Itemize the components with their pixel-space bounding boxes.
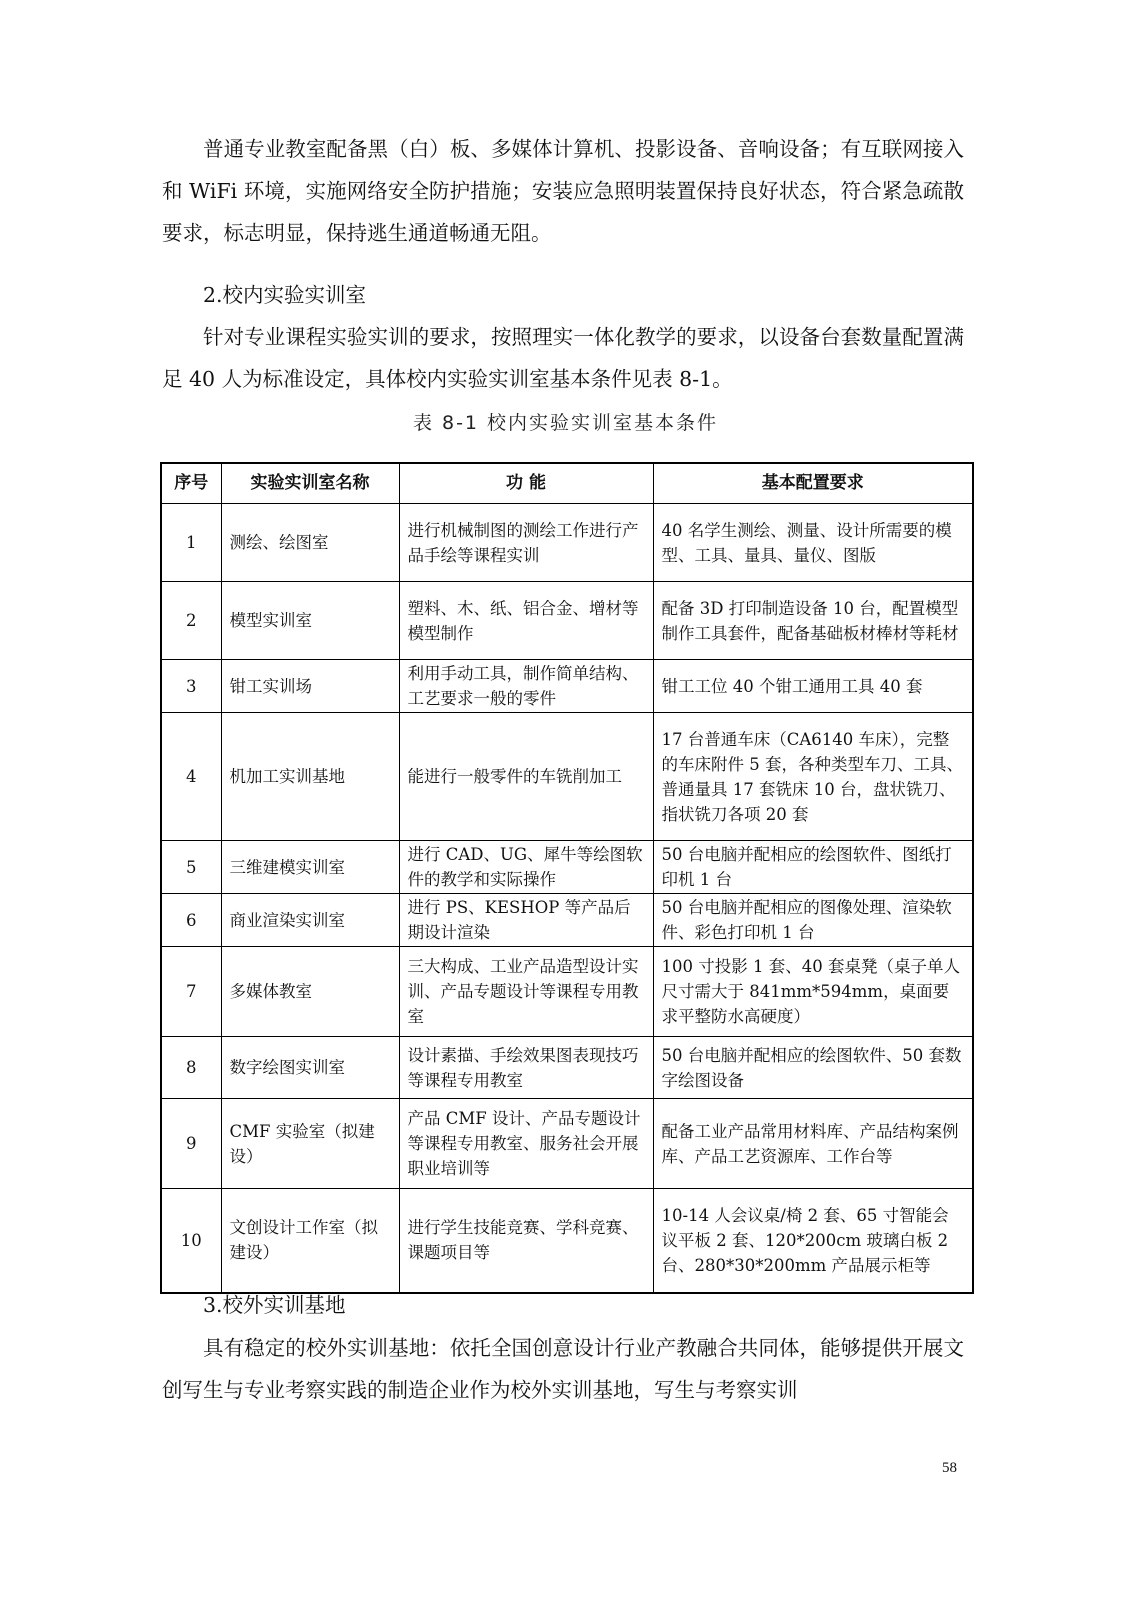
cell-function: 进行 PS、KESHOP 等产品后期设计渲染 bbox=[399, 894, 653, 947]
cell-no: 8 bbox=[161, 1037, 221, 1099]
table-row bbox=[161, 1189, 973, 1293]
header-name: 实验实训室名称 bbox=[221, 463, 399, 504]
table-header-row bbox=[161, 463, 973, 504]
page-number: 58 bbox=[942, 1460, 957, 1476]
cell-requirement: 10-14 人会议桌/椅 2 套、65 寸智能会议平板 2 套、120*200cm 玻璃白板 2 台、280*30*200mm 产品展示柜等 bbox=[653, 1189, 973, 1293]
cell-name: CMF 实验室（拟建设） bbox=[221, 1099, 399, 1189]
table-row bbox=[161, 894, 973, 947]
cell-name: 商业渲染实训室 bbox=[221, 894, 399, 947]
cell-requirement: 50 台电脑并配相应的图像处理、渲染软件、彩色打印机 1 台 bbox=[653, 894, 973, 947]
cell-function: 产品 CMF 设计、产品专题设计等课程专用教室、服务社会开展职业培训等 bbox=[399, 1099, 653, 1189]
cell-function: 三大构成、工业产品造型设计实训、产品专题设计等课程专用教室 bbox=[399, 947, 653, 1037]
cell-no: 4 bbox=[161, 713, 221, 841]
cell-no: 1 bbox=[161, 504, 221, 582]
cell-requirement: 17 台普通车床（CA6140 车床），完整的车床附件 5 套，各种类型车刀、工具、普通量具 17 套铣床 10 台，盘状铣刀、指状铣刀各项 20 套 bbox=[653, 713, 973, 841]
paragraph-offsite-base: 具有稳定的校外实训基地：依托全国创意设计行业产教融合共同体，能够提供开展文创写生与专业考察实践的制造企业作为校外实训基地，写生与考察实训 bbox=[162, 1336, 964, 1402]
cell-function: 利用手动工具，制作简单结构、工艺要求一般的零件 bbox=[399, 660, 653, 713]
cell-requirement: 50 台电脑并配相应的绘图软件、50 套数字绘图设备 bbox=[653, 1037, 973, 1099]
paragraph-classroom-equipment: 普通专业教室配备黑（白）板、多媒体计算机、投影设备、音响设备；有互联网接入和 WiFi 环境，实施网络安全防护措施；安装应急照明装置保持良好状态，符合紧急疏散要求，标志明显，保持逃生通道畅通无阻。 bbox=[162, 137, 964, 245]
table-row bbox=[161, 1099, 973, 1189]
cell-function: 能进行一般零件的车铣削加工 bbox=[399, 713, 653, 841]
cell-name: 钳工实训场 bbox=[221, 660, 399, 713]
cell-requirement: 钳工工位 40 个钳工通用工具 40 套 bbox=[653, 660, 973, 713]
cell-function: 进行学生技能竞赛、学科竞赛、课题项目等 bbox=[399, 1189, 653, 1293]
cell-name: 多媒体教室 bbox=[221, 947, 399, 1037]
cell-name: 测绘、绘图室 bbox=[221, 504, 399, 582]
cell-no: 6 bbox=[161, 894, 221, 947]
cell-requirement: 40 名学生测绘、测量、设计所需要的模型、工具、量具、量仪、图版 bbox=[653, 504, 973, 582]
paragraph-lab-rooms: 针对专业课程实验实训的要求，按照理实一体化教学的要求，以设备台套数量配置满足 40 人为标准设定，具体校内实验实训室基本条件见表 8-1。 bbox=[162, 325, 964, 391]
header-function: 功 能 bbox=[399, 463, 653, 504]
table-caption: 表 8-1 校内实验实训室基本条件 bbox=[412, 412, 719, 434]
table-row bbox=[161, 713, 973, 841]
table-row bbox=[161, 841, 973, 894]
cell-no: 7 bbox=[161, 947, 221, 1037]
cell-no: 5 bbox=[161, 841, 221, 894]
cell-no: 10 bbox=[161, 1189, 221, 1293]
table-row bbox=[161, 504, 973, 582]
cell-requirement: 100 寸投影 1 套、40 套桌凳（桌子单人尺寸需大于 841mm*594mm，桌面要求平整防水高硬度） bbox=[653, 947, 973, 1037]
heading-offsite-base: 3.校外实训基地 bbox=[203, 1293, 346, 1317]
cell-function: 塑料、木、纸、铝合金、增材等模型制作 bbox=[399, 582, 653, 660]
table-row bbox=[161, 582, 973, 660]
lab-conditions-table bbox=[160, 462, 974, 1294]
header-requirement: 基本配置要求 bbox=[653, 463, 973, 504]
cell-requirement: 50 台电脑并配相应的绘图软件、图纸打印机 1 台 bbox=[653, 841, 973, 894]
table-row bbox=[161, 660, 973, 713]
cell-no: 9 bbox=[161, 1099, 221, 1189]
cell-name: 机加工实训基地 bbox=[221, 713, 399, 841]
cell-name: 三维建模实训室 bbox=[221, 841, 399, 894]
cell-function: 进行机械制图的测绘工作进行产品手绘等课程实训 bbox=[399, 504, 653, 582]
heading-lab-rooms: 2.校内实验实训室 bbox=[203, 283, 367, 307]
cell-requirement: 配备 3D 打印制造设备 10 台，配置模型制作工具套件，配备基础板材棒材等耗材 bbox=[653, 582, 973, 660]
table-body bbox=[161, 504, 973, 1293]
cell-requirement: 配备工业产品常用材料库、产品结构案例库、产品工艺资源库、工作台等 bbox=[653, 1099, 973, 1189]
cell-function: 进行 CAD、UG、犀牛等绘图软件的教学和实际操作 bbox=[399, 841, 653, 894]
cell-name: 数字绘图实训室 bbox=[221, 1037, 399, 1099]
table-row bbox=[161, 947, 973, 1037]
cell-name: 模型实训室 bbox=[221, 582, 399, 660]
cell-name: 文创设计工作室（拟建设） bbox=[221, 1189, 399, 1293]
table-row bbox=[161, 1037, 973, 1099]
cell-function: 设计素描、手绘效果图表现技巧等课程专用教室 bbox=[399, 1037, 653, 1099]
cell-no: 3 bbox=[161, 660, 221, 713]
header-no: 序号 bbox=[161, 463, 221, 504]
cell-no: 2 bbox=[161, 582, 221, 660]
